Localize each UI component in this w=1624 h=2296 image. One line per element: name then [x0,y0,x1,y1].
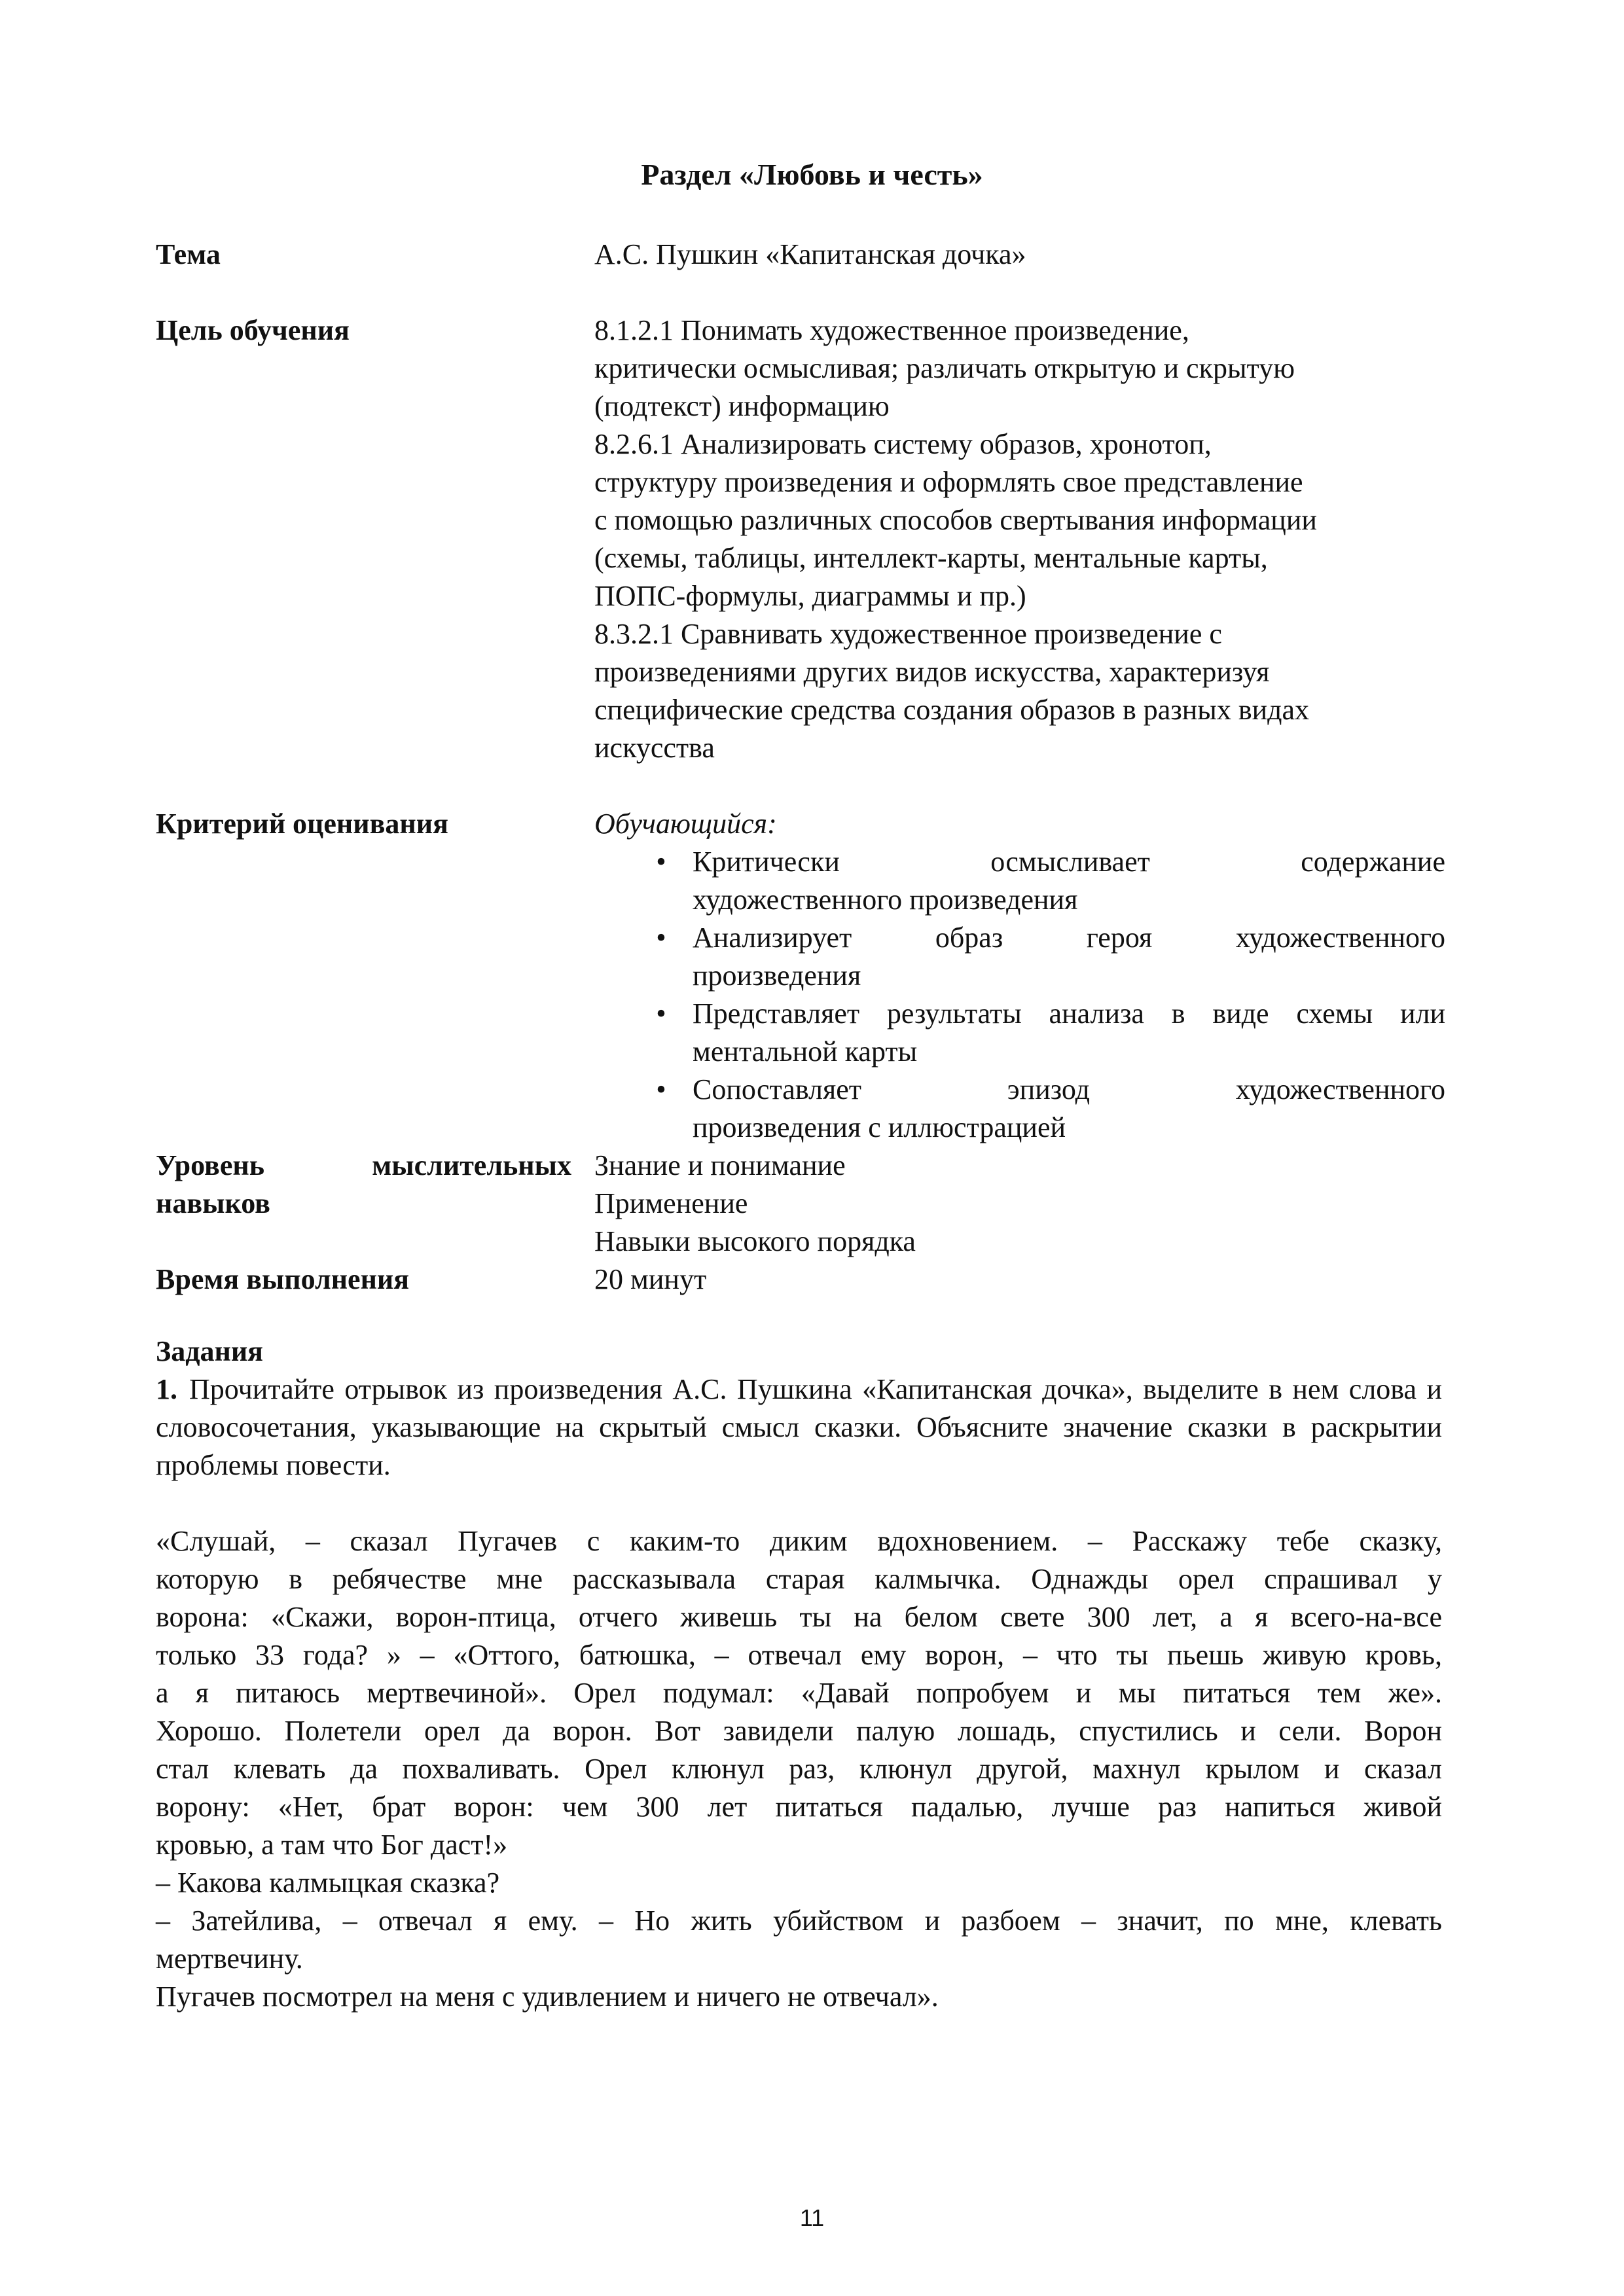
excerpt-line: «Слушай, – сказал Пугачев с каким-то диким вдохновением. – Расскажу тебе сказку, [156,1525,1442,1557]
level-label-word: мыслительных [372,1149,571,1181]
time-label: Время выполнения [156,1263,410,1295]
bullet-icon: • [656,846,666,878]
task-1 [156,1371,1442,1484]
excerpt [156,1522,1442,2016]
closing-line: Пугачев посмотрел на меня с удивлением и ничего не отвечал». [156,1981,939,2013]
goal-line: 8.3.2.1 Сравнивать художественное произведение с [594,618,1222,650]
goal-line: структуру произведения и оформлять свое представление [594,466,1303,498]
goal-line: произведениями других видов искусства, характеризуя [594,656,1270,688]
level-label-word: Уровень [156,1149,264,1181]
excerpt-line: стал клевать да похваливать. Орел клюнул раз, клюнул другой, махнул крылом и сказал [156,1753,1442,1785]
goal-line: специфические средства создания образов в разных видах [594,694,1310,726]
goal-line: искусства [594,732,715,764]
row-thinking-level [156,1147,1465,1261]
excerpt-line: только 33 года? » – «Оттого, батюшка, – отвечал ему ворон, – что ты пьешь живую кровь, [156,1639,1442,1671]
criteria-item-line2: художественного произведения [693,884,1078,916]
criteria-item-line1: Критически осмысливает содержание [693,846,1445,878]
bullet-icon: • [656,922,666,954]
goal-line: ПОПС-формулы, диаграммы и пр.) [594,580,1026,612]
excerpt-line: а я питаюсь мертвечиной». Орел подумал: «Давай попробуем и мы питаться тем же». [156,1677,1442,1709]
dialog-line: – Затейлива, – отвечал я ему. – Но жить убийством и разбоем – значит, по мне, клевать [156,1905,1442,1937]
excerpt-line: Хорошо. Полетели орел да ворон. Вот завидели палую лошадь, спустились и сели. Ворон [156,1715,1442,1747]
goal-line: (подтекст) информацию [594,390,890,422]
bullet-icon: • [656,997,666,1030]
goal-label: Цель обучения [156,314,350,346]
goal-line: 8.1.2.1 Понимать художественное произведение, [594,314,1189,346]
criteria-value [594,805,1445,1147]
criteria-item-line2: произведения [693,960,861,992]
goal-line: 8.2.6.1 Анализировать систему образов, хронотоп, [594,428,1212,460]
criteria-item-line1: Анализирует образ героя художественного [693,922,1445,954]
task-text: Прочитайте отрывок из произведения А.С. Пушкина «Капитанская дочка», выделите в нем слова и словосочетания, указывающие на скрытый смысл сказки. Объясните значение сказки в раскрытии проблемы повести. [156,1373,1442,1481]
goal-value [594,312,1445,767]
level-item: Знание и понимание [594,1149,846,1181]
row-time [156,1261,1465,1299]
row-topic [156,236,1465,274]
criteria-item-line2: произведения с иллюстрацией [693,1111,1066,1143]
excerpt-line: ворону: «Нет, брат ворон: чем 300 лет питаться падалью, лучше раз напиться живой [156,1791,1442,1823]
lesson-info-table [156,236,1465,1299]
criteria-item-line2: ментальной карты [693,1035,918,1067]
task-number: 1. [156,1373,177,1405]
criteria-item [594,919,1445,995]
criteria-item [594,995,1445,1071]
excerpt-line: ворона: «Скажи, ворон-птица, отчего живешь ты на белом свете 300 лет, а я всего-на-все [156,1601,1442,1633]
goal-line: критически осмысливая; различать открытую и скрытую [594,352,1295,384]
excerpt-line: которую в ребячестве мне рассказывала старая калмычка. Однажды орел спрашивал у [156,1563,1442,1595]
bullet-icon: • [656,1073,666,1105]
time-value: 20 минут [594,1263,707,1295]
criteria-item-line1: Сопоставляет эпизод художественного [693,1073,1445,1105]
criteria-label: Критерий оценивания [156,808,448,840]
dialog-line: – Какова калмыцкая сказка? [156,1867,500,1899]
level-item: Навыки высокого порядка [594,1225,916,1257]
page-number: 11 [799,2204,825,2231]
criteria-list [594,843,1445,1147]
level-item: Применение [594,1187,748,1219]
excerpt-line: кровью, а там что Бог даст!» [156,1829,508,1861]
criteria-intro: Обучающийся: [594,808,777,840]
level-label [156,1147,594,1261]
row-goal [156,312,1465,767]
topic-value: А.С. Пушкин «Капитанская дочка» [594,238,1026,270]
tasks-heading: Задания [156,1335,263,1367]
dialog-line: мертвечину. [156,1943,303,1975]
criteria-item-line1: Представляет результаты анализа в виде схемы или [693,997,1445,1030]
level-label-word: навыков [156,1187,270,1219]
criteria-item [594,843,1445,919]
section-title: Раздел «Любовь и честь» [641,158,983,191]
goal-line: с помощью различных способов свертывания информации [594,504,1317,536]
goal-line: (схемы, таблицы, интеллект-карты, ментальные карты, [594,542,1268,574]
criteria-item [594,1071,1445,1147]
tasks-section [156,1333,1442,2016]
row-criteria [156,805,1465,1147]
topic-label: Тема [156,238,221,270]
level-value [594,1147,1445,1261]
